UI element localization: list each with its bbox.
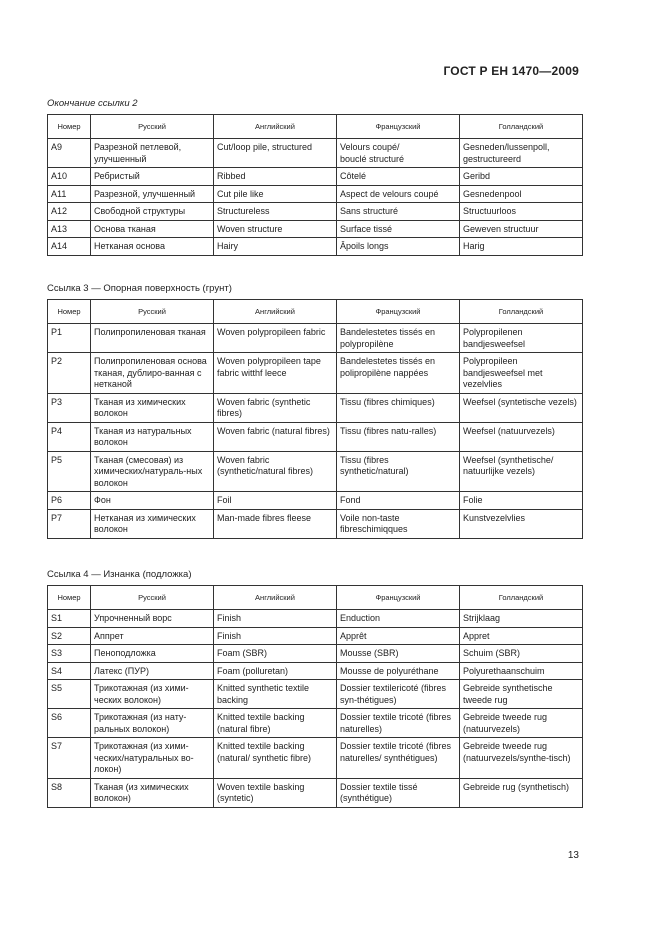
cell-english: Woven polypropileen tape fabric witthf leece bbox=[214, 353, 337, 394]
cell-dutch: Structuurloos bbox=[460, 203, 583, 221]
column-header-dutch: Голландский bbox=[460, 300, 583, 324]
table-link3 bbox=[47, 299, 583, 539]
column-header-english: Английский bbox=[214, 300, 337, 324]
cell-english: Woven textile basking (syntetic) bbox=[214, 778, 337, 807]
cell-russian: Упрочненный ворс bbox=[91, 610, 214, 628]
table-caption-link3: Ссылка 3 — Опорная поверхность (грунт) bbox=[47, 283, 232, 294]
cell-english: Finish bbox=[214, 627, 337, 645]
cell-english: Woven structure bbox=[214, 220, 337, 238]
cell-dutch: Polypropileen bandjesweefsel met vezelvlies bbox=[460, 353, 583, 394]
table-row bbox=[48, 645, 583, 663]
cell-dutch: Weefsel (synthetische/ natuurlijke vezels) bbox=[460, 451, 583, 492]
column-header-russian: Русский bbox=[91, 300, 214, 324]
cell-french: Tissu (fibres natu-ralles) bbox=[337, 422, 460, 451]
table-header-row bbox=[48, 586, 583, 610]
cell-french: Âpoils longs bbox=[337, 238, 460, 256]
cell-number: P4 bbox=[48, 422, 91, 451]
cell-dutch: Gesnedenpool bbox=[460, 185, 583, 203]
cell-russian: Тканая из химических волокон bbox=[91, 393, 214, 422]
cell-number: P3 bbox=[48, 393, 91, 422]
table-row bbox=[48, 492, 583, 510]
cell-french: Côtelé bbox=[337, 168, 460, 186]
cell-russian: Тканая (смесовая) из химических/натураль-ных волокон bbox=[91, 451, 214, 492]
cell-number: A11 bbox=[48, 185, 91, 203]
cell-dutch: Kunstvezelvlies bbox=[460, 509, 583, 538]
cell-russian: Тканая из натуральных волокон bbox=[91, 422, 214, 451]
cell-number: A12 bbox=[48, 203, 91, 221]
cell-number: S7 bbox=[48, 738, 91, 779]
table-header-row bbox=[48, 115, 583, 139]
cell-french: Bandelestetes tissés en polipropilène nappées bbox=[337, 353, 460, 394]
cell-english: Ribbed bbox=[214, 168, 337, 186]
table-row bbox=[48, 203, 583, 221]
cell-french: Enduction bbox=[337, 610, 460, 628]
cell-number: P1 bbox=[48, 324, 91, 353]
column-header-english: Английский bbox=[214, 115, 337, 139]
column-header-dutch: Голландский bbox=[460, 115, 583, 139]
column-header-russian: Русский bbox=[91, 586, 214, 610]
table-row bbox=[48, 680, 583, 709]
cell-dutch: Geribd bbox=[460, 168, 583, 186]
cell-dutch: Weefsel (syntetische vezels) bbox=[460, 393, 583, 422]
cell-english: Man-made fibres fleese bbox=[214, 509, 337, 538]
cell-russian: Трикотажная (из хими-ческих/натуральных во-локон) bbox=[91, 738, 214, 779]
cell-russian: Латекс (ПУР) bbox=[91, 662, 214, 680]
cell-number: S8 bbox=[48, 778, 91, 807]
table-row bbox=[48, 185, 583, 203]
cell-french: Voile non-taste fibreschimiqques bbox=[337, 509, 460, 538]
cell-french: Aspect de velours coupé bbox=[337, 185, 460, 203]
cell-russian: Фон bbox=[91, 492, 214, 510]
cell-english: Hairy bbox=[214, 238, 337, 256]
table-row bbox=[48, 610, 583, 628]
cell-french: Velours coupé/ bouclé structuré bbox=[337, 139, 460, 168]
column-header-dutch: Голландский bbox=[460, 586, 583, 610]
cell-french: Tissu (fibres synthetic/natural) bbox=[337, 451, 460, 492]
cell-english: Knitted synthetic textile backing bbox=[214, 680, 337, 709]
cell-dutch: Weefsel (natuurvezels) bbox=[460, 422, 583, 451]
cell-english: Cut pile like bbox=[214, 185, 337, 203]
column-header-english: Английский bbox=[214, 586, 337, 610]
table-row bbox=[48, 709, 583, 738]
cell-dutch: Geweven structuur bbox=[460, 220, 583, 238]
cell-dutch: Appret bbox=[460, 627, 583, 645]
cell-french: Fond bbox=[337, 492, 460, 510]
cell-russian: Аппрет bbox=[91, 627, 214, 645]
cell-english: Woven fabric (synthetic fibres) bbox=[214, 393, 337, 422]
cell-dutch: Folie bbox=[460, 492, 583, 510]
cell-russian: Полипропиленовая тканая bbox=[91, 324, 214, 353]
cell-number: S6 bbox=[48, 709, 91, 738]
cell-dutch: Schuim (SBR) bbox=[460, 645, 583, 663]
column-header-french: Французский bbox=[337, 300, 460, 324]
table-row bbox=[48, 238, 583, 256]
cell-english: Knitted textile backing (natural/ synthetic fibre) bbox=[214, 738, 337, 779]
cell-number: P6 bbox=[48, 492, 91, 510]
cell-russian: Ребристый bbox=[91, 168, 214, 186]
cell-russian: Трикотажная (из хими-ческих волокон) bbox=[91, 680, 214, 709]
cell-english: Cut/loop pile, structured bbox=[214, 139, 337, 168]
cell-number: A9 bbox=[48, 139, 91, 168]
cell-dutch: Gebreide synthetische tweede rug bbox=[460, 680, 583, 709]
cell-russian: Нетканая основа bbox=[91, 238, 214, 256]
cell-number: P7 bbox=[48, 509, 91, 538]
column-header-number: Номер bbox=[48, 300, 91, 324]
table-row bbox=[48, 627, 583, 645]
table-caption-link2: Окончание ссылки 2 bbox=[47, 98, 138, 109]
cell-french: Apprêt bbox=[337, 627, 460, 645]
cell-russian: Пеноподложка bbox=[91, 645, 214, 663]
table-caption-link4: Ссылка 4 — Изнанка (подложка) bbox=[47, 569, 192, 580]
cell-french: Dossier textile tricoté (fibres naturelles/ synthétigues) bbox=[337, 738, 460, 779]
column-header-french: Французский bbox=[337, 586, 460, 610]
cell-dutch: Gesneden/lussenpoll, gestructureerd bbox=[460, 139, 583, 168]
cell-dutch: Gebreide tweede rug (natuurvezels/synthe-tisch) bbox=[460, 738, 583, 779]
cell-russian: Трикотажная (из нату-ральных волокон) bbox=[91, 709, 214, 738]
table-row bbox=[48, 738, 583, 779]
cell-french: Sans structuré bbox=[337, 203, 460, 221]
cell-dutch: Strijklaag bbox=[460, 610, 583, 628]
cell-french: Mousse (SBR) bbox=[337, 645, 460, 663]
cell-number: S3 bbox=[48, 645, 91, 663]
table-row bbox=[48, 220, 583, 238]
column-header-french: Французский bbox=[337, 115, 460, 139]
cell-french: Mousse de polyuréthane bbox=[337, 662, 460, 680]
cell-english: Woven fabric (natural fibres) bbox=[214, 422, 337, 451]
cell-russian: Свободной структуры bbox=[91, 203, 214, 221]
cell-english: Finish bbox=[214, 610, 337, 628]
table-row bbox=[48, 778, 583, 807]
table-row bbox=[48, 324, 583, 353]
table-row bbox=[48, 662, 583, 680]
cell-number: S1 bbox=[48, 610, 91, 628]
cell-english: Foil bbox=[214, 492, 337, 510]
cell-english: Foam (SBR) bbox=[214, 645, 337, 663]
table-row bbox=[48, 353, 583, 394]
cell-russian: Полипропиленовая основа тканая, дублиро-ванная с нетканой bbox=[91, 353, 214, 394]
cell-french: Bandelestetes tissés en polypropilène bbox=[337, 324, 460, 353]
column-header-russian: Русский bbox=[91, 115, 214, 139]
cell-french: Dossier textilericoté (fibres syn-thétigues) bbox=[337, 680, 460, 709]
cell-number: P2 bbox=[48, 353, 91, 394]
table-row bbox=[48, 451, 583, 492]
cell-dutch: Harig bbox=[460, 238, 583, 256]
cell-number: S2 bbox=[48, 627, 91, 645]
cell-number: S4 bbox=[48, 662, 91, 680]
cell-number: A10 bbox=[48, 168, 91, 186]
cell-number: A14 bbox=[48, 238, 91, 256]
cell-russian: Разрезной, улучшенный bbox=[91, 185, 214, 203]
cell-english: Woven fabric (synthetic/natural fibres) bbox=[214, 451, 337, 492]
column-header-number: Номер bbox=[48, 586, 91, 610]
table-row bbox=[48, 422, 583, 451]
page-number: 13 bbox=[567, 850, 579, 861]
cell-russian: Тканая (из химических волокон) bbox=[91, 778, 214, 807]
cell-dutch: Polyurethaanschuim bbox=[460, 662, 583, 680]
cell-english: Foam (polluretan) bbox=[214, 662, 337, 680]
table-row bbox=[48, 509, 583, 538]
table-row bbox=[48, 139, 583, 168]
cell-dutch: Gebreide rug (synthetisch) bbox=[460, 778, 583, 807]
cell-number: A13 bbox=[48, 220, 91, 238]
cell-french: Surface tissé bbox=[337, 220, 460, 238]
table-row bbox=[48, 168, 583, 186]
table-link2 bbox=[47, 114, 583, 256]
table-link4 bbox=[47, 585, 583, 808]
table-header-row bbox=[48, 300, 583, 324]
cell-dutch: Polypropilenen bandjesweefsel bbox=[460, 324, 583, 353]
column-header-number: Номер bbox=[48, 115, 91, 139]
table-row bbox=[48, 393, 583, 422]
cell-number: S5 bbox=[48, 680, 91, 709]
cell-french: Dossier textile tissé (synthétigue) bbox=[337, 778, 460, 807]
cell-russian: Основа тканая bbox=[91, 220, 214, 238]
cell-english: Structureless bbox=[214, 203, 337, 221]
cell-english: Knitted textile backing (natural fibre) bbox=[214, 709, 337, 738]
cell-number: P5 bbox=[48, 451, 91, 492]
cell-french: Dossier textile tricoté (fibres naturelles) bbox=[337, 709, 460, 738]
cell-english: Woven polypropileen fabric bbox=[214, 324, 337, 353]
cell-russian: Нетканая из химических волокон bbox=[91, 509, 214, 538]
cell-dutch: Gebreide tweede rug (natuurvezels) bbox=[460, 709, 583, 738]
cell-french: Tissu (fibres chimiques) bbox=[337, 393, 460, 422]
cell-russian: Разрезной петлевой, улучшенный bbox=[91, 139, 214, 168]
document-header: ГОСТ Р ЕН 1470—2009 bbox=[443, 64, 579, 78]
